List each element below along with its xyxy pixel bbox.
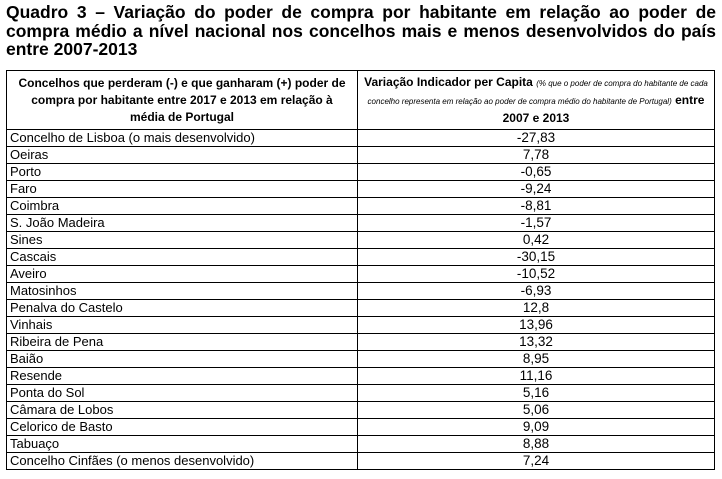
table-row: [7, 283, 715, 300]
municipality-name: Ribeira de Pena: [7, 334, 358, 351]
header-variation-end: entre 2007 e 2013: [502, 92, 705, 125]
variation-value: 7,78: [358, 147, 715, 164]
table-row: [7, 368, 715, 385]
municipality-name: Coimbra: [7, 198, 358, 215]
municipality-name: Baião: [7, 351, 358, 368]
variation-value: 13,32: [358, 334, 715, 351]
municipality-name: Aveiro: [7, 266, 358, 283]
table-row: [7, 249, 715, 266]
municipality-name: Oeiras: [7, 147, 358, 164]
table-row: [7, 436, 715, 453]
variation-value: 8,95: [358, 351, 715, 368]
table-row: [7, 266, 715, 283]
header-variation: [358, 71, 715, 130]
header-variation-note: (% que o poder de compra do habitante de cada concelho representa em relação ao poder de compra médio do habitante de Portugal): [367, 78, 708, 106]
variation-value: 11,16: [358, 368, 715, 385]
table-row: [7, 402, 715, 419]
variation-value: -1,57: [358, 215, 715, 232]
variation-value: 13,96: [358, 317, 715, 334]
table-row: [7, 385, 715, 402]
variation-value: -0,65: [358, 164, 715, 181]
municipality-name: Tabuaço: [7, 436, 358, 453]
header-variation-main: Variação Indicador per Capita: [364, 74, 537, 89]
table-row: [7, 130, 715, 147]
variation-value: -27,83: [358, 130, 715, 147]
municipality-name: Concelho de Lisboa (o mais desenvolvido): [7, 130, 358, 147]
variation-value: 5,06: [358, 402, 715, 419]
variation-value: -8,81: [358, 198, 715, 215]
table-row: [7, 453, 715, 470]
header-municipalities-text: Concelhos que perderam (-) e que ganharam (+) poder de compra por habitante entre 2017 e 2013 em relação à média de Portugal: [18, 75, 346, 124]
table-row: [7, 419, 715, 436]
header-municipalities: [7, 71, 358, 130]
table-row: [7, 198, 715, 215]
variation-value: -10,52: [358, 266, 715, 283]
table-row: [7, 164, 715, 181]
table-row: [7, 215, 715, 232]
municipality-name: Vinhais: [7, 317, 358, 334]
municipality-name: Penalva do Castelo: [7, 300, 358, 317]
table-caption: Quadro 3 – Variação do poder de compra por habitante em relação ao poder de compra médio a nível nacional nos concelhos mais e menos desenvolvidos do país entre 2007-2013: [6, 2, 716, 59]
variation-value: -30,15: [358, 249, 715, 266]
table-row: [7, 147, 715, 164]
municipality-name: Matosinhos: [7, 283, 358, 300]
municipality-name: Ponta do Sol: [7, 385, 358, 402]
municipality-name: Celorico de Basto: [7, 419, 358, 436]
table-row: [7, 317, 715, 334]
municipality-name: Cascais: [7, 249, 358, 266]
variation-value: 0,42: [358, 232, 715, 249]
municipality-name: Porto: [7, 164, 358, 181]
municipality-name: Câmara de Lobos: [7, 402, 358, 419]
table-row: [7, 300, 715, 317]
municipality-name: Resende: [7, 368, 358, 385]
municipality-name: Concelho Cinfães (o menos desenvolvido): [7, 453, 358, 470]
table-header-row: [7, 71, 715, 130]
table-row: [7, 334, 715, 351]
variation-value: 5,16: [358, 385, 715, 402]
table-row: [7, 181, 715, 198]
table-row: [7, 351, 715, 368]
table-body: [7, 130, 715, 470]
header-variation-text: [358, 74, 714, 127]
data-table: [6, 70, 715, 470]
variation-value: -6,93: [358, 283, 715, 300]
variation-value: 8,88: [358, 436, 715, 453]
municipality-name: Sines: [7, 232, 358, 249]
variation-value: 9,09: [358, 419, 715, 436]
table-row: [7, 232, 715, 249]
municipality-name: Faro: [7, 181, 358, 198]
variation-value: -9,24: [358, 181, 715, 198]
municipality-name: S. João Madeira: [7, 215, 358, 232]
variation-value: 12,8: [358, 300, 715, 317]
variation-value: 7,24: [358, 453, 715, 470]
